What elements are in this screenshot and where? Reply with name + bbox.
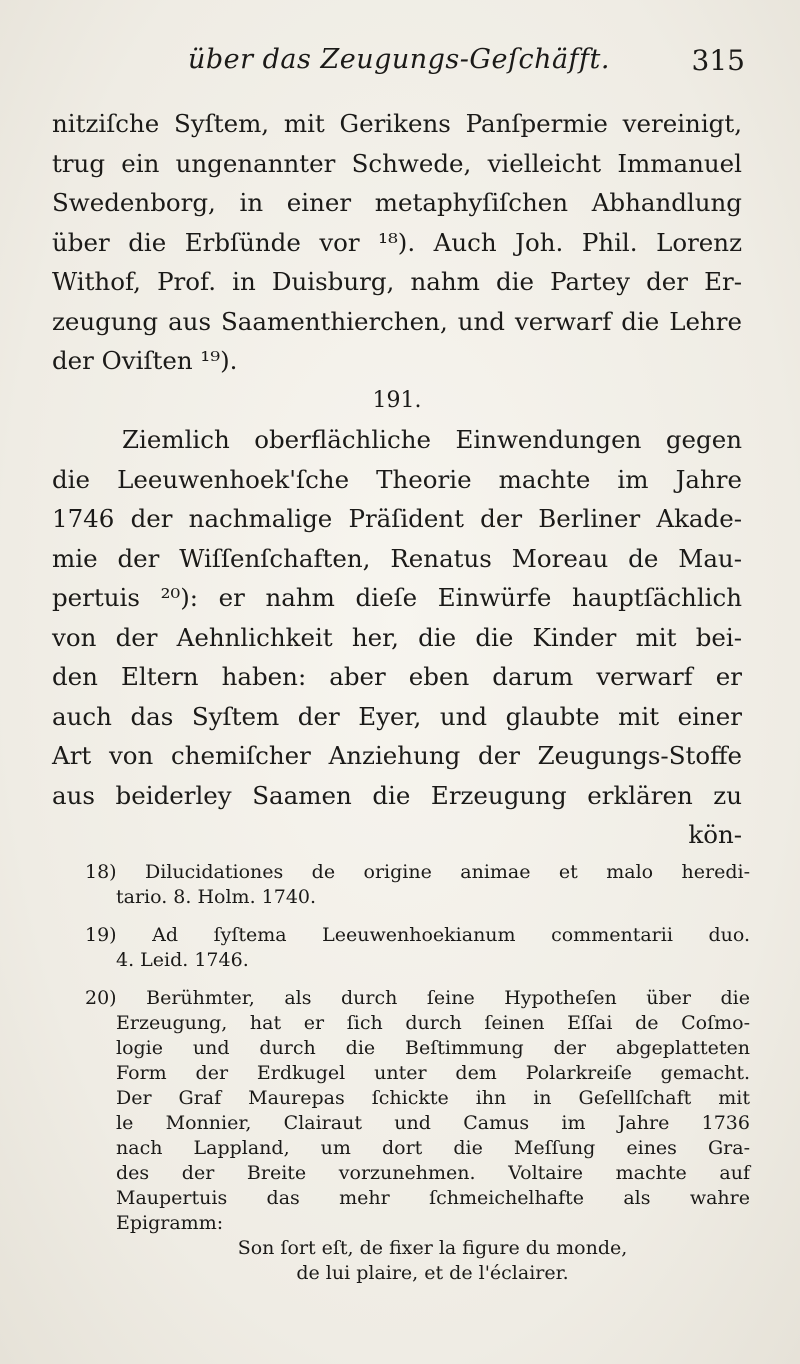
- catchword: kön-: [688, 820, 742, 849]
- text-line: Art von chemiſcher Anziehung der Zeugungs-Stoffe: [52, 741, 742, 770]
- text-line: zeugung aus Saamenthierchen, und verwarf die Lehre: [52, 306, 742, 336]
- text-line: von der Aehnlichkeit her, die die Kinder mit bei-: [52, 622, 742, 652]
- footnote-line: Erzeugung, hat er ſich durch ſeinen Eſſai de Coſmo-: [116, 1012, 750, 1034]
- page-number: 315: [691, 44, 745, 77]
- text-line: Swedenborg, in einer metaphyſiſchen Abhandlung: [52, 188, 742, 217]
- footnote-line: le Monnier, Clairaut und Camus im Jahre 1736: [116, 1112, 750, 1134]
- epigram-verse: de lui plaire, et de l'éclairer.: [296, 1262, 569, 1284]
- text-line: über die Erbſünde vor ¹⁸). Auch Joh. Phil. Lorenz: [52, 227, 742, 257]
- main-text: [52, 104, 742, 855]
- footnote-line: Epigramm:: [116, 1212, 224, 1234]
- page-header: [100, 44, 745, 88]
- text-line: Ziemlich oberflächliche Einwendungen gegen: [122, 425, 742, 454]
- text-line: nitziſche Syſtem, mit Gerikens Panſpermie vereinigt,: [52, 109, 742, 138]
- footnote-line: nach Lappland, um dort die Meſſung eines Gra-: [116, 1137, 750, 1159]
- footnote-20: [85, 986, 750, 1286]
- text-line: trug ein ungenannter Schwede, vielleicht Immanuel: [52, 148, 742, 178]
- footnote-line: 4. Leid. 1746.: [116, 949, 249, 971]
- footnote-line: Maupertuis das mehr ſchmeichelhafte als wahre: [116, 1187, 750, 1209]
- footnote-19: [85, 923, 750, 973]
- text-line: die Leeuwenhoek'ſche Theorie machte im Jahre: [52, 464, 742, 494]
- text-line: den Eltern haben: aber eben darum verwarf er: [52, 662, 742, 691]
- footnote-line: Der Graf Maurepas ſchickte ihn in Geſellſchaft mit: [116, 1087, 750, 1109]
- footnote-line: 18) Dilucidationes de origine animae et malo heredi-: [85, 861, 750, 883]
- text-line: der Oviſten ¹⁹).: [52, 346, 238, 375]
- footnote-line: Form der Erdkugel unter dem Polarkreiſe gemacht.: [116, 1062, 750, 1084]
- footnote-18: [85, 860, 750, 910]
- footnote-line: des der Breite vorzunehmen. Voltaire machte auf: [116, 1162, 750, 1184]
- text-line: Withof, Prof. in Duisburg, nahm die Partey der Er-: [52, 267, 742, 296]
- text-line: mie der Wiſſenſchaften, Renatus Moreau de Mau-: [52, 543, 742, 573]
- footnote-line: tario. 8. Holm. 1740.: [116, 886, 317, 908]
- footnote-line: logie und durch die Beſtimmung der abgeplatteten: [116, 1037, 750, 1059]
- text-line: auch das Syſtem der Eyer, und glaubte mit einer: [52, 701, 742, 731]
- running-title: über das Zeugungs-Geſchäfft.: [188, 44, 610, 75]
- text-line: aus beiderley Saamen die Erzeugung erklären zu: [52, 780, 742, 810]
- epigram-verse: Son ſort eſt, de fixer la figure du monde,: [237, 1237, 628, 1259]
- footnotes: [85, 860, 750, 1299]
- text-line: pertuis ²⁰): er nahm dieſe Einwürfe hauptſächlich: [52, 583, 742, 612]
- footnote-line: 20) Berühmter, als durch ſeine Hypotheſen über die: [85, 987, 750, 1009]
- section-number: 191.: [372, 387, 422, 413]
- text-line: 1746 der nachmalige Präſident der Berliner Akade-: [52, 504, 742, 533]
- footnote-line: 19) Ad ſyſtema Leeuwenhoekianum commentarii duo.: [85, 924, 750, 946]
